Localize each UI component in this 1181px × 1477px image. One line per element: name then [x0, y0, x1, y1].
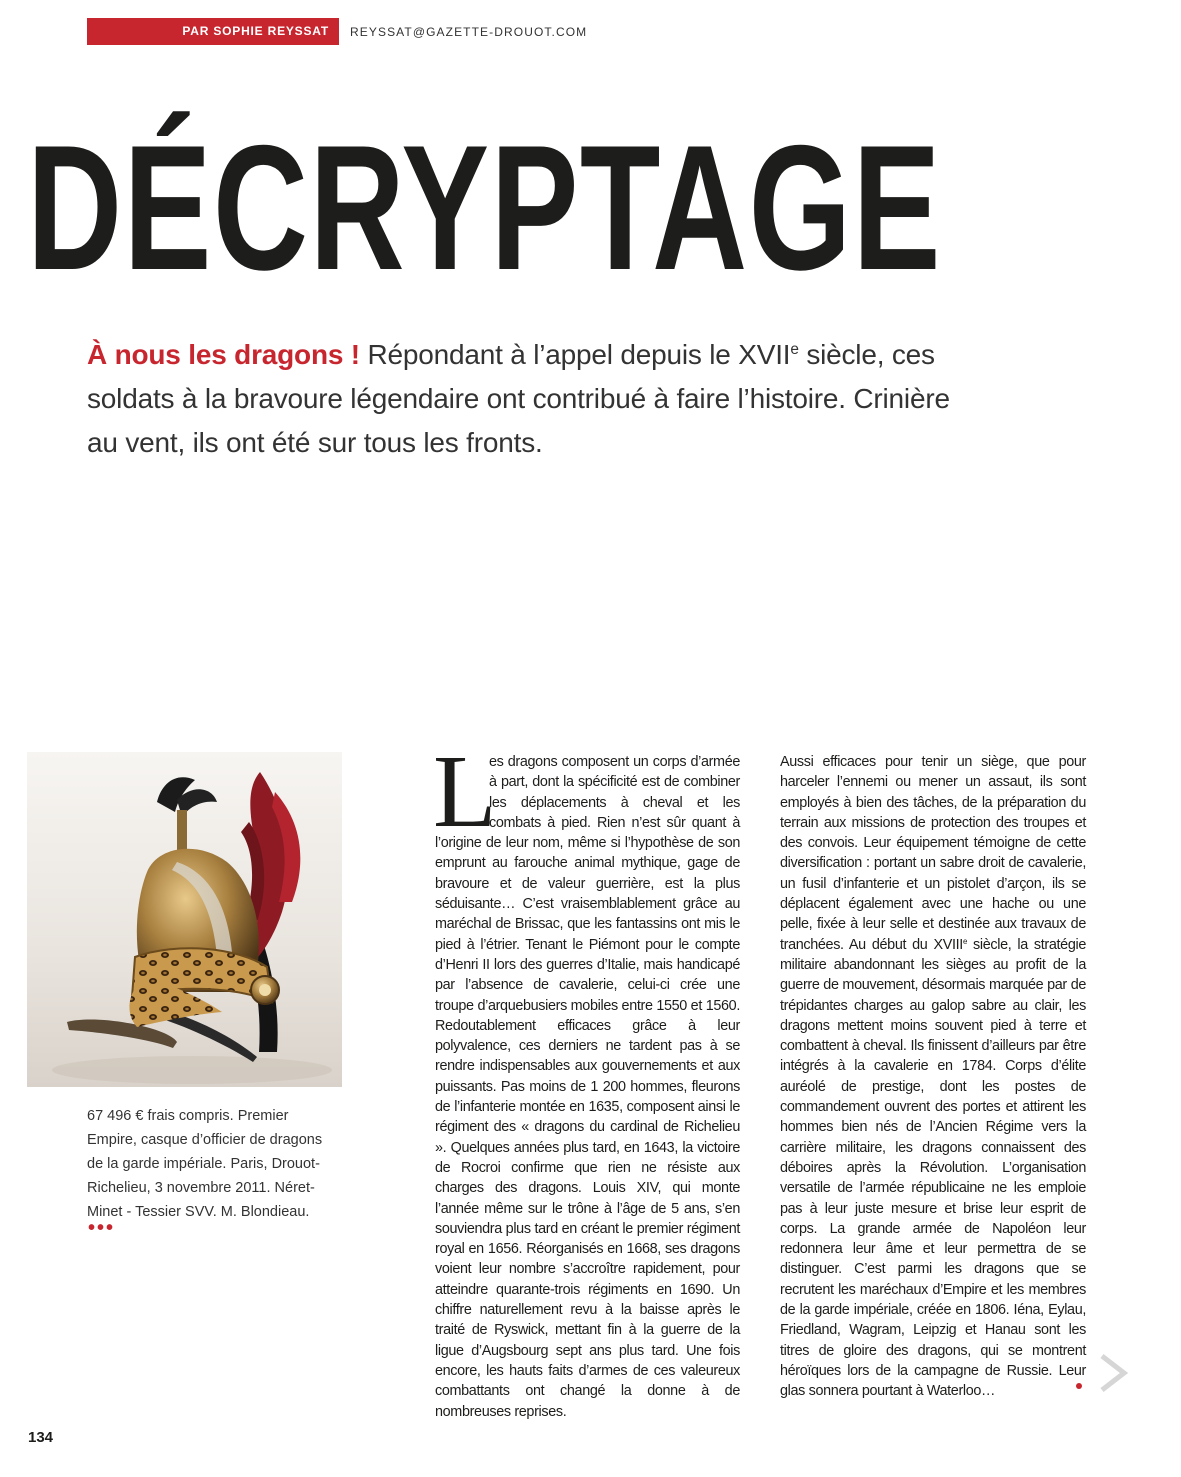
intro-text-a: Répondant à l’appel depuis le XVII	[359, 339, 791, 370]
photo-caption: 67 496 € frais compris. Premier Empire, casque d’officier de dragons de la garde impériale. Paris, Drouot-Richelieu, 3 novembre 2011. Néret-Minet - Tessier SVV. M. Blondieau.	[87, 1108, 323, 1220]
century-superscript: e	[962, 936, 967, 946]
caption-end-dots: •••	[88, 1217, 116, 1239]
intro-text-b: siècle, ces soldats à la bravoure légendaire ont contribué à faire l’histoire. Crinière au vent, ils ont été sur tous les fronts.	[87, 339, 950, 458]
section-title: DÉCRYPTAGE	[27, 108, 942, 307]
article-text-col2-b: siècle, la stratégie militaire abandonnant les sièges au profit de la guerre de mouvement, désormais marquée par de trépidantes charges au galop sabre au clair, les dragons mettent moins souvent pied à terre et combattent à cheval. Ils finissent d’ailleurs par être intégrés à la cavalerie en 1784. Corps d’élite auréolé de prestige, dont les postes de commandement ouvrent des portes et attirent les hommes bien nés de l’Ancien Régime vers la carrière militaire, les dragons connaissent des déboires après la Révolution. L’organisation versatile de l’armée républicaine ne les emploie pas à leur juste mesure et brise leur esprit de corps. La grande armée de Napoléon leur redonnera leur âme et leur permettra de se distinguer. C’est parmi les dragons que se recrutent les maréchaux d’Empire et les membres de la garde impériale, créée en 1806. Iéna, Eylau, Friedland, Wagram, Leipzig et Hanau sont les titres de gloire des dragons, qui se montrent héroïques lors de la campagne de Russie. Leur glas sonnera pourtant à Waterloo…	[780, 936, 1086, 1400]
chevron-right-icon[interactable]	[1098, 1354, 1128, 1392]
helmet-illustration	[27, 752, 342, 1087]
author-email[interactable]: REYSSAT@GAZETTE-DROUOT.COM	[350, 25, 588, 39]
byline-bar	[87, 18, 339, 45]
article-column-2	[780, 752, 1086, 1402]
intro-standfirst	[87, 333, 967, 465]
article-text-col1: es dragons composent un corps d’armée à part, dont la spécificité est de combiner les déplacements à cheval et les combats à pied. Rien n’est sûr quant à l’origine de leur nom, même si l’hypothèse de son emprunt au farouche animal mythique, gage de bravoure et de valeur guerrière, est la plus séduisante… C’est vraisemblablement grâce au maréchal de Brissac, que les fantassins ont mis le pied à l’étrier. Tenant le Piémont pour le compte d’Henri II lors des guerres d’Italie, mais handicapé par l’absence de cavalerie, celui-ci crée une troupe d’arquebusiers mobiles entre 1550 et 1560. Redoutablement efficaces grâce à leur polyvalence, ces derniers ne tardent pas à se rendre indispensables aux gouvernements et aux puissants. Pas moins de 1 200 hommes, fleurons de l’infanterie montée en 1635, composent ainsi le régiment des « dragons du cardinal de Richelieu ». Quelques années plus tard, en 1643, la victoire de Rocroi confirme que rien ne résiste aux charges des dragons. Louis XIV, qui monte l’année même sur le trône à l’âge de 5 ans, s’en souviendra plus tard en créant le premier régiment royal en 1656. Réorganisés en 1668, ses dragons voient leur nombre s’accroître rapidement, pour atteindre quarante-trois régiments en 1690. Un chiffre naturellement revu à la baisse après le traité de Ryswick, mettant fin à la guerre de la ligue d’Augsbourg sept ans plus tard. Une fois encore, les hauts faits d’armes de ces valeureux combattants ont changé la donne à de nombreuses reprises.	[435, 754, 740, 1420]
dropcap-box	[433, 734, 497, 849]
helmet-photo	[27, 752, 342, 1087]
byline-author: PAR SOPHIE REYSSAT	[182, 24, 329, 38]
page-number: 134	[28, 1429, 54, 1446]
article-column-1	[433, 734, 740, 1422]
intro-lead: À nous les dragons !	[87, 339, 360, 370]
article-text-col2-a: Aussi efficaces pour tenir un siège, que pour harceler l’ennemi ou mener un assaut, ils sont employés à bien des tâches, de la préparation du terrain aux missions de protection des troupes et des convois. Leur équipement témoigne de cette diversification : portant un sabre droit de cavalerie, un fusil d’infanterie et un pistolet d’arçon, ils se déplacent également avec une hache ou une pelle, fixée à leur selle et destinée aux travaux de tranchées. Au début du XVIII	[780, 754, 1086, 953]
article-end-dot	[1076, 1383, 1082, 1389]
dropcap-letter: L	[433, 734, 497, 849]
intro-superscript: e	[790, 341, 799, 358]
